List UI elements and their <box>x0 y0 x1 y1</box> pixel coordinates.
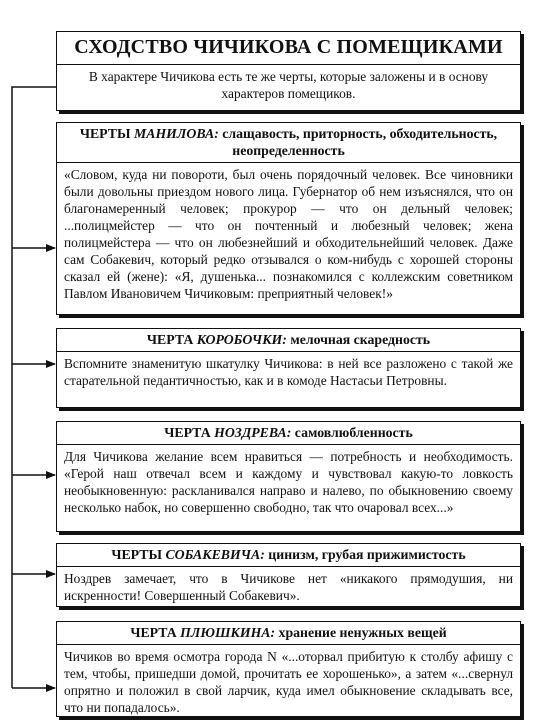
section-prefix: ЧЕРТЫ <box>111 547 166 562</box>
section-traits: мелочная скаредность <box>286 332 431 347</box>
section-korobochka <box>56 328 521 408</box>
section-prefix: ЧЕРТА <box>164 425 215 440</box>
section-name: СОБАКЕВИЧА: <box>165 547 265 562</box>
connector-trunk <box>12 87 56 688</box>
section-text: «Словом, куда ни повороти, был очень порядочный человек. Все чиновники были довольны приездом нового лица. Губернатор об нем изъяснялся, что он благонамеренный человек; прокурор — что он дельный человек; ...полицмейстер — что он почтенный и любезный человек; жена полицмейстера — что он любезнейший и обходительнейший человек. Даже сам Собакевич, который редко отзывался о ком-нибудь с хорошей стороны сказал ей (жене): «Я, душенька... познакомился с коллежским советником Павлом Ивановичем Чичиковым: преприятный человек!» <box>64 167 513 301</box>
main-title: СХОДСТВО ЧИЧИКОВА С ПОМЕЩИКАМИ <box>57 32 520 65</box>
section-sobakevich <box>56 543 521 607</box>
section-manilov <box>56 122 521 315</box>
section-traits: хранение ненужных вещей <box>275 625 447 640</box>
section-text: Ноздрев замечает, что в Чичикове нет «никакого прямодушия, ни искренности! Совершенный Собакевич». <box>64 571 513 603</box>
main-box <box>56 31 521 111</box>
section-header <box>57 123 520 163</box>
section-prefix: ЧЕРТА <box>130 625 181 640</box>
section-name: КОРОБОЧКИ: <box>196 332 287 347</box>
section-header <box>57 622 520 645</box>
section-plyushkin <box>56 621 521 717</box>
section-name: МАНИЛОВА: <box>133 126 219 141</box>
section-text: Вспомните знаменитую шкатулку Чичикова: в ней все разложено с такой же старательной педантичностью, как и в комоде Настасьи Петровны. <box>64 356 513 388</box>
section-prefix: ЧЕРТЫ <box>79 126 134 141</box>
section-name: ПЛЮШКИНА: <box>180 625 276 640</box>
intro-text: В характере Чичикова есть те же черты, которые заложены и в основу характеров помещиков. <box>88 69 489 101</box>
section-traits: слащавость, приторность, обходительность, неопределенность <box>218 126 498 158</box>
section-text: Чичиков во время осмотра города N «...оторвал прибитую к столбу афишу с тем, чтобы, пришедши домой, прочитать ее хорошенько», а затем «...свернул опрятно и положил в свой ларчик, куда имел обыкновение складывать все, что ни попадалось». <box>64 649 513 715</box>
section-traits: цинизм, грубая прижимистость <box>264 547 466 562</box>
section-header <box>57 329 520 352</box>
section-text: Для Чичикова желание всем нравиться — потребность и необходимость. «Герой наш отвечал всем и каждому и чувствовал какую-то ловкость необыкновенную: раскланивался направо и налево, по обыкновению своему несколько набок, но совершенно свободно, так что очаровал всех...» <box>64 449 513 515</box>
section-nozdrev <box>56 421 521 532</box>
section-prefix: ЧЕРТА <box>146 332 197 347</box>
section-traits: самовлюбленность <box>291 425 413 440</box>
section-name: НОЗДРЕВА: <box>214 425 292 440</box>
section-header <box>57 422 520 445</box>
section-header <box>57 544 520 567</box>
